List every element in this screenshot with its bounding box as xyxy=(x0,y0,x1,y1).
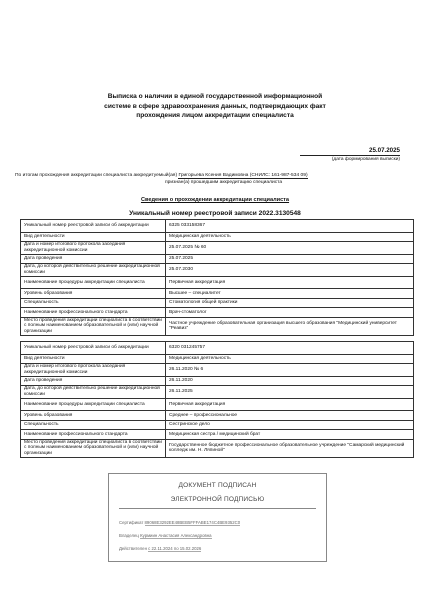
record-field-label: Дата и номер итогового протокола заседания аккредитационной комиссии xyxy=(21,364,166,377)
record-row xyxy=(21,439,414,457)
issue-date-caption: (дата формирования выписки) xyxy=(331,157,400,162)
record-row xyxy=(21,220,414,233)
record-row xyxy=(21,289,414,299)
record-field-value: Медицинская сестра / медицинский брат xyxy=(166,430,414,440)
record-field-label: Уровень образования xyxy=(21,411,166,421)
record-field-value: Сестринское дело xyxy=(166,420,414,430)
record-field-value: Стоматология общей практики xyxy=(166,298,414,308)
title-line-3: прохождения лицом аккредитации специалиста xyxy=(136,112,294,119)
record-row xyxy=(21,364,414,377)
stamp-line-2: ЭЛЕКТРОННОЙ ПОДПИСЬЮ xyxy=(170,496,265,503)
unique-number-header: Уникальный номер реестровой записи 2022.3130548 xyxy=(129,210,301,217)
stamp-line-1: ДОКУМЕНТ ПОДПИСАН xyxy=(178,482,257,489)
record-row xyxy=(21,308,414,318)
record-field-label: Наименование процедуры аккредитации специалиста xyxy=(21,276,166,289)
record-row xyxy=(21,386,414,399)
record-row xyxy=(21,376,414,386)
record-row xyxy=(21,254,414,264)
owner-value: Курмиин Анастасия Александровна xyxy=(140,533,212,538)
record-field-value: 26.11.2020 № 6 xyxy=(166,364,414,377)
record-row xyxy=(21,354,414,364)
record-row xyxy=(21,420,414,430)
stamp-owner xyxy=(119,533,316,538)
record-row xyxy=(21,298,414,308)
title-line-2: системе в сфере здравоохранения данных, подтверждающих факт xyxy=(104,102,326,110)
record-field-value: 25.07.2025 xyxy=(166,254,414,264)
accreditation-record-table-2 xyxy=(20,341,414,458)
record-field-value: 26.11.2025 xyxy=(166,386,414,399)
record-field-value: Государственное бюджетное профессиональное образовательное учреждение "Самарский медицинский колледж им. Н. Ляпиной" xyxy=(166,439,414,457)
section-title: Сведения о прохождении аккредитации специалиста xyxy=(140,197,290,203)
record-field-value: 25.07.2030 xyxy=(166,264,414,277)
record-field-label: Дата проведения xyxy=(21,376,166,386)
valid-label: Действителен xyxy=(119,546,147,551)
record-field-label: Наименование процедуры аккредитации специалиста xyxy=(21,398,166,411)
stamp-divider xyxy=(119,508,316,509)
record-row xyxy=(21,276,414,289)
record-row xyxy=(21,232,414,242)
record-field-label: Специальность xyxy=(21,420,166,430)
record-row xyxy=(21,264,414,277)
document-title xyxy=(60,92,370,121)
record-field-label: Дата, до которой действительно решение аккредитационной комиссии xyxy=(21,386,166,399)
record-row xyxy=(21,342,414,355)
stamp-certificate xyxy=(119,520,316,525)
electronic-signature-stamp xyxy=(108,473,327,562)
record-field-label: Дата, до которой действительно решение аккредитационной комиссии xyxy=(21,264,166,277)
record-field-label: Дата и номер итогового протокола заседания аккредитационной комиссии xyxy=(21,242,166,255)
record-field-value: 6320 031245757 xyxy=(166,342,414,355)
record-field-value: 26.11.2020 xyxy=(166,376,414,386)
owner-label: Владелец xyxy=(119,533,139,538)
specialist-name: Григорьева Ксения Вадимовна (СНИЛС: 161-987-534 09) xyxy=(178,173,308,178)
intro-paragraph xyxy=(15,173,415,186)
intro-prefix: По итогам прохождения аккредитации специалиста аккредитуемый(ая) xyxy=(15,173,178,178)
intro-suffix: признан(а) прошедшим аккредитацию специалиста xyxy=(165,179,283,185)
record-field-value: 6325 033158367 xyxy=(166,220,414,233)
title-line-1: Выписка о наличии в единой государственной информационной xyxy=(107,93,323,100)
record-row xyxy=(21,317,414,335)
record-field-value: Частное учреждение образовательная организация высшего образования "Медицинский университет "Реавиз" xyxy=(166,317,414,335)
record-field-label: Наименование профессионального стандарта xyxy=(21,308,166,318)
record-field-label: Вид деятельности xyxy=(21,354,166,364)
record-row xyxy=(21,242,414,255)
record-field-label: Дата проведения xyxy=(21,254,166,264)
record-field-label: Уникальный номер реестровой записи об аккредитации xyxy=(21,342,166,355)
record-field-label: Место проведения аккредитации специалиста в соответствии с полным наименованием образовательной и (или) научной организации xyxy=(21,317,166,335)
record-field-value: Высшее – специалитет xyxy=(166,289,414,299)
stamp-validity xyxy=(119,546,316,551)
record-row xyxy=(21,411,414,421)
record-field-value: Врач-стоматолог xyxy=(166,308,414,318)
record-field-label: Специальность xyxy=(21,298,166,308)
cert-value: 89068E3292EE48BEB5FFFABE174C4BE9352C0 xyxy=(144,520,241,525)
cert-label: Сертификат xyxy=(119,520,144,525)
record-row xyxy=(21,398,414,411)
issue-date: 25.07.2025 xyxy=(300,147,400,156)
record-field-label: Наименование профессионального стандарта xyxy=(21,430,166,440)
record-field-label: Уровень образования xyxy=(21,289,166,299)
valid-value: с 22.11.2024 по 15.02.2026 xyxy=(148,546,202,551)
record-field-value: Медицинская деятельность xyxy=(166,232,414,242)
record-field-value: 25.07.2025 № 60 xyxy=(166,242,414,255)
record-field-value: Медицинская деятельность xyxy=(166,354,414,364)
record-field-label: Вид деятельности xyxy=(21,232,166,242)
record-field-label: Уникальный номер реестровой записи об аккредитации xyxy=(21,220,166,233)
accreditation-record-table-1 xyxy=(20,219,414,336)
record-field-value: Среднее – профессиональное xyxy=(166,411,414,421)
record-field-label: Место проведения аккредитации специалиста в соответствии с полным наименованием образовательной и (или) научной организации xyxy=(21,439,166,457)
record-row xyxy=(21,430,414,440)
record-field-value: Первичная аккредитация xyxy=(166,398,414,411)
record-field-value: Первичная аккредитация xyxy=(166,276,414,289)
issue-date-block xyxy=(300,147,400,162)
